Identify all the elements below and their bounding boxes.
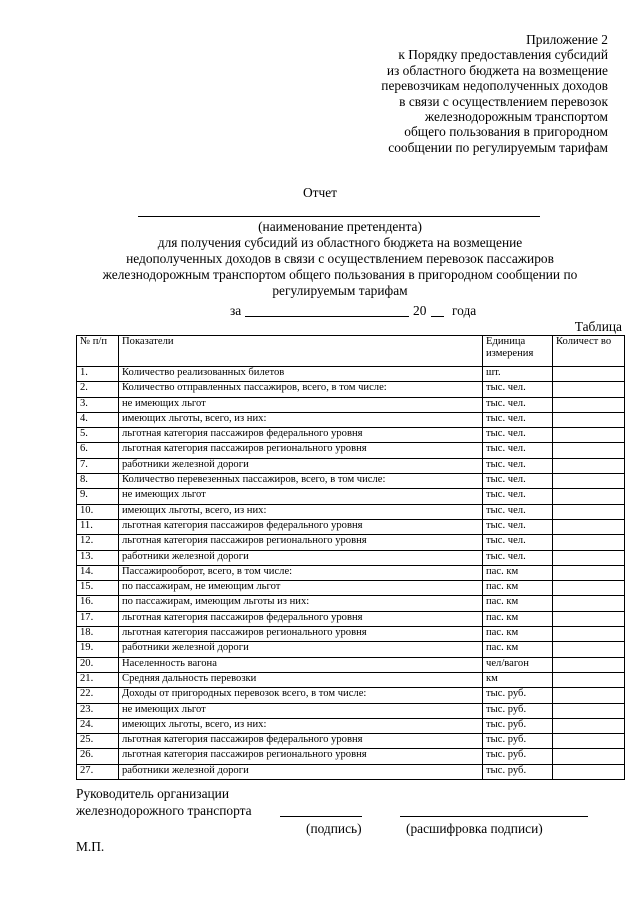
table-row xyxy=(77,535,625,550)
row-unit: тыс. чел. xyxy=(483,412,553,427)
row-number: 12. xyxy=(77,535,119,550)
decoding-caption: (расшифровка подписи) xyxy=(406,821,543,836)
row-indicator: Количество перевезенных пассажиров, всего, в том числе: xyxy=(119,474,483,489)
table-row xyxy=(77,718,625,733)
table-row xyxy=(77,749,625,764)
appendix-line: железнодорожным транспортом xyxy=(424,109,608,125)
row-number: 2. xyxy=(77,382,119,397)
row-unit: тыс. чел. xyxy=(483,428,553,443)
row-quantity xyxy=(553,519,625,534)
row-unit: тыс. руб. xyxy=(483,718,553,733)
row-unit: пас. км xyxy=(483,596,553,611)
table-row xyxy=(77,581,625,596)
row-number: 5. xyxy=(77,428,119,443)
row-indicator: работники железной дороги xyxy=(119,458,483,473)
row-unit: тыс. чел. xyxy=(483,504,553,519)
row-number: 22. xyxy=(77,688,119,703)
table-row xyxy=(77,412,625,427)
row-unit: пас. км xyxy=(483,611,553,626)
row-indicator: Пассажирооборот, всего, в том числе: xyxy=(119,565,483,580)
table-row xyxy=(77,672,625,687)
row-number: 27. xyxy=(77,764,119,779)
appendix-line: к Порядку предоставления субсидий xyxy=(398,47,608,63)
row-number: 16. xyxy=(77,596,119,611)
row-quantity xyxy=(553,749,625,764)
row-unit: тыс. чел. xyxy=(483,550,553,565)
purpose-line: регулируемым тарифам xyxy=(272,283,408,298)
row-quantity xyxy=(553,581,625,596)
row-indicator: по пассажирам, не имеющим льгот xyxy=(119,581,483,596)
appendix-line: сообщении по регулируемым тарифам xyxy=(388,139,608,155)
decoding-line xyxy=(400,816,588,817)
appendix-line: перевозчикам недополученных доходов xyxy=(381,78,608,94)
row-quantity xyxy=(553,764,625,779)
row-number: 19. xyxy=(77,642,119,657)
row-unit: тыс. руб. xyxy=(483,749,553,764)
row-number: 24. xyxy=(77,718,119,733)
report-table xyxy=(76,335,625,780)
row-number: 9. xyxy=(77,489,119,504)
row-quantity xyxy=(553,412,625,427)
table-row xyxy=(77,764,625,779)
row-unit: пас. км xyxy=(483,565,553,580)
period-year-blank xyxy=(431,316,444,317)
row-quantity xyxy=(553,535,625,550)
row-indicator: работники железной дороги xyxy=(119,764,483,779)
row-quantity xyxy=(553,688,625,703)
row-number: 18. xyxy=(77,627,119,642)
appendix-line: общего пользования в пригородном xyxy=(404,124,608,140)
row-number: 6. xyxy=(77,443,119,458)
period-year-suffix: года xyxy=(452,303,477,318)
header-unit: Единица измерения xyxy=(483,336,553,367)
table-row xyxy=(77,382,625,397)
appendix-line: из областного бюджета на возмещение xyxy=(386,62,608,78)
purpose-line: недополученных доходов в связи с осуществлением перевозок пассажиров xyxy=(126,251,554,266)
row-quantity xyxy=(553,703,625,718)
row-indicator: имеющих льготы, всего, из них: xyxy=(119,718,483,733)
row-number: 7. xyxy=(77,458,119,473)
row-quantity xyxy=(553,611,625,626)
row-unit: тыс. руб. xyxy=(483,703,553,718)
table-row xyxy=(77,519,625,534)
row-quantity xyxy=(553,428,625,443)
row-unit: тыс. чел. xyxy=(483,397,553,412)
table-row xyxy=(77,504,625,519)
row-number: 21. xyxy=(77,672,119,687)
header-num: № п/п xyxy=(77,336,119,367)
row-indicator: Доходы от пригородных перевозок всего, в том числе: xyxy=(119,688,483,703)
row-indicator: льготная категория пассажиров федерального уровня xyxy=(119,611,483,626)
row-number: 23. xyxy=(77,703,119,718)
row-number: 25. xyxy=(77,734,119,749)
row-indicator: льготная категория пассажиров регионального уровня xyxy=(119,627,483,642)
table-row xyxy=(77,550,625,565)
table-label: Таблица xyxy=(574,319,622,334)
row-unit: тыс. чел. xyxy=(483,458,553,473)
row-indicator: работники железной дороги xyxy=(119,550,483,565)
row-indicator: льготная категория пассажиров федерального уровня xyxy=(119,519,483,534)
row-quantity xyxy=(553,397,625,412)
row-number: 26. xyxy=(77,749,119,764)
row-quantity xyxy=(553,642,625,657)
row-unit: тыс. чел. xyxy=(483,519,553,534)
row-unit: шт. xyxy=(483,367,553,382)
row-number: 3. xyxy=(77,397,119,412)
signature-caption: (подпись) xyxy=(306,821,362,836)
period-blank xyxy=(245,316,409,317)
table-row xyxy=(77,596,625,611)
header-indicator: Показатели xyxy=(119,336,483,367)
table-row xyxy=(77,642,625,657)
appendix-header xyxy=(318,32,608,155)
report-purpose xyxy=(60,219,620,299)
row-quantity xyxy=(553,443,625,458)
stamp-place: М.П. xyxy=(76,839,105,854)
row-indicator: Количество реализованных билетов xyxy=(119,367,483,382)
applicant-name-line xyxy=(138,216,540,217)
table-row xyxy=(77,565,625,580)
table-row xyxy=(77,627,625,642)
row-indicator: льготная категория пассажиров регионального уровня xyxy=(119,749,483,764)
row-quantity xyxy=(553,382,625,397)
row-number: 13. xyxy=(77,550,119,565)
table-row xyxy=(77,397,625,412)
table-row xyxy=(77,688,625,703)
head-title-line2: железнодорожного транспорта xyxy=(76,803,252,818)
row-indicator: работники железной дороги xyxy=(119,642,483,657)
row-indicator: имеющих льготы, всего, из них: xyxy=(119,412,483,427)
report-title: Отчет xyxy=(302,185,338,200)
table-row xyxy=(77,489,625,504)
period-for-label: за xyxy=(230,303,242,318)
row-indicator: льготная категория пассажиров федерального уровня xyxy=(119,734,483,749)
row-quantity xyxy=(553,718,625,733)
row-indicator: по пассажирам, имеющим льготы из них: xyxy=(119,596,483,611)
row-quantity xyxy=(553,458,625,473)
row-quantity xyxy=(553,627,625,642)
row-number: 20. xyxy=(77,657,119,672)
row-unit: тыс. чел. xyxy=(483,535,553,550)
row-quantity xyxy=(553,734,625,749)
row-indicator: льготная категория пассажиров регионального уровня xyxy=(119,535,483,550)
table-row xyxy=(77,443,625,458)
row-number: 8. xyxy=(77,474,119,489)
row-indicator: Количество отправленных пассажиров, всего, в том числе: xyxy=(119,382,483,397)
row-indicator: Населенность вагона xyxy=(119,657,483,672)
appendix-line: Приложение 2 xyxy=(526,32,608,47)
purpose-line: для получения субсидий из областного бюджета на возмещение xyxy=(157,235,523,250)
table-body xyxy=(77,367,625,780)
table-row xyxy=(77,657,625,672)
appendix-line: в связи с осуществлением перевозок xyxy=(399,93,608,109)
row-unit: тыс. чел. xyxy=(483,382,553,397)
row-quantity xyxy=(553,489,625,504)
row-indicator: не имеющих льгот xyxy=(119,397,483,412)
row-number: 1. xyxy=(77,367,119,382)
period-year-prefix: 20 xyxy=(413,303,427,318)
row-number: 11. xyxy=(77,519,119,534)
row-indicator: не имеющих льгот xyxy=(119,489,483,504)
table-header-row xyxy=(77,336,625,367)
name-caption: (наименование претендента) xyxy=(258,219,422,234)
table-row xyxy=(77,367,625,382)
table-row xyxy=(77,703,625,718)
table-row xyxy=(77,611,625,626)
row-quantity xyxy=(553,474,625,489)
row-quantity xyxy=(553,504,625,519)
signature-line xyxy=(280,816,362,817)
purpose-line: железнодорожным транспортом общего пользования в пригородном сообщении по xyxy=(102,267,578,282)
table-row xyxy=(77,734,625,749)
row-indicator: не имеющих льгот xyxy=(119,703,483,718)
table-row xyxy=(77,474,625,489)
row-unit: пас. км xyxy=(483,627,553,642)
row-number: 14. xyxy=(77,565,119,580)
row-unit: тыс. чел. xyxy=(483,443,553,458)
row-indicator: имеющих льготы, всего, из них: xyxy=(119,504,483,519)
row-quantity xyxy=(553,596,625,611)
report-period xyxy=(0,303,640,320)
row-number: 15. xyxy=(77,581,119,596)
row-number: 4. xyxy=(77,412,119,427)
table-row xyxy=(77,428,625,443)
row-unit: тыс. руб. xyxy=(483,764,553,779)
row-indicator: льготная категория пассажиров федерального уровня xyxy=(119,428,483,443)
row-unit: чел/вагон xyxy=(483,657,553,672)
row-quantity xyxy=(553,565,625,580)
row-quantity xyxy=(553,657,625,672)
row-unit: тыс. чел. xyxy=(483,489,553,504)
row-number: 10. xyxy=(77,504,119,519)
row-unit: пас. км xyxy=(483,642,553,657)
row-unit: пас. км xyxy=(483,581,553,596)
row-unit: км xyxy=(483,672,553,687)
row-quantity xyxy=(553,367,625,382)
row-unit: тыс. руб. xyxy=(483,734,553,749)
row-quantity xyxy=(553,672,625,687)
table-row xyxy=(77,458,625,473)
row-unit: тыс. чел. xyxy=(483,474,553,489)
row-number: 17. xyxy=(77,611,119,626)
row-indicator: льготная категория пассажиров регионального уровня xyxy=(119,443,483,458)
header-qty: Количест во xyxy=(553,336,625,367)
head-title-line1: Руководитель организации xyxy=(76,786,230,801)
row-unit: тыс. руб. xyxy=(483,688,553,703)
row-quantity xyxy=(553,550,625,565)
row-indicator: Средняя дальность перевозки xyxy=(119,672,483,687)
